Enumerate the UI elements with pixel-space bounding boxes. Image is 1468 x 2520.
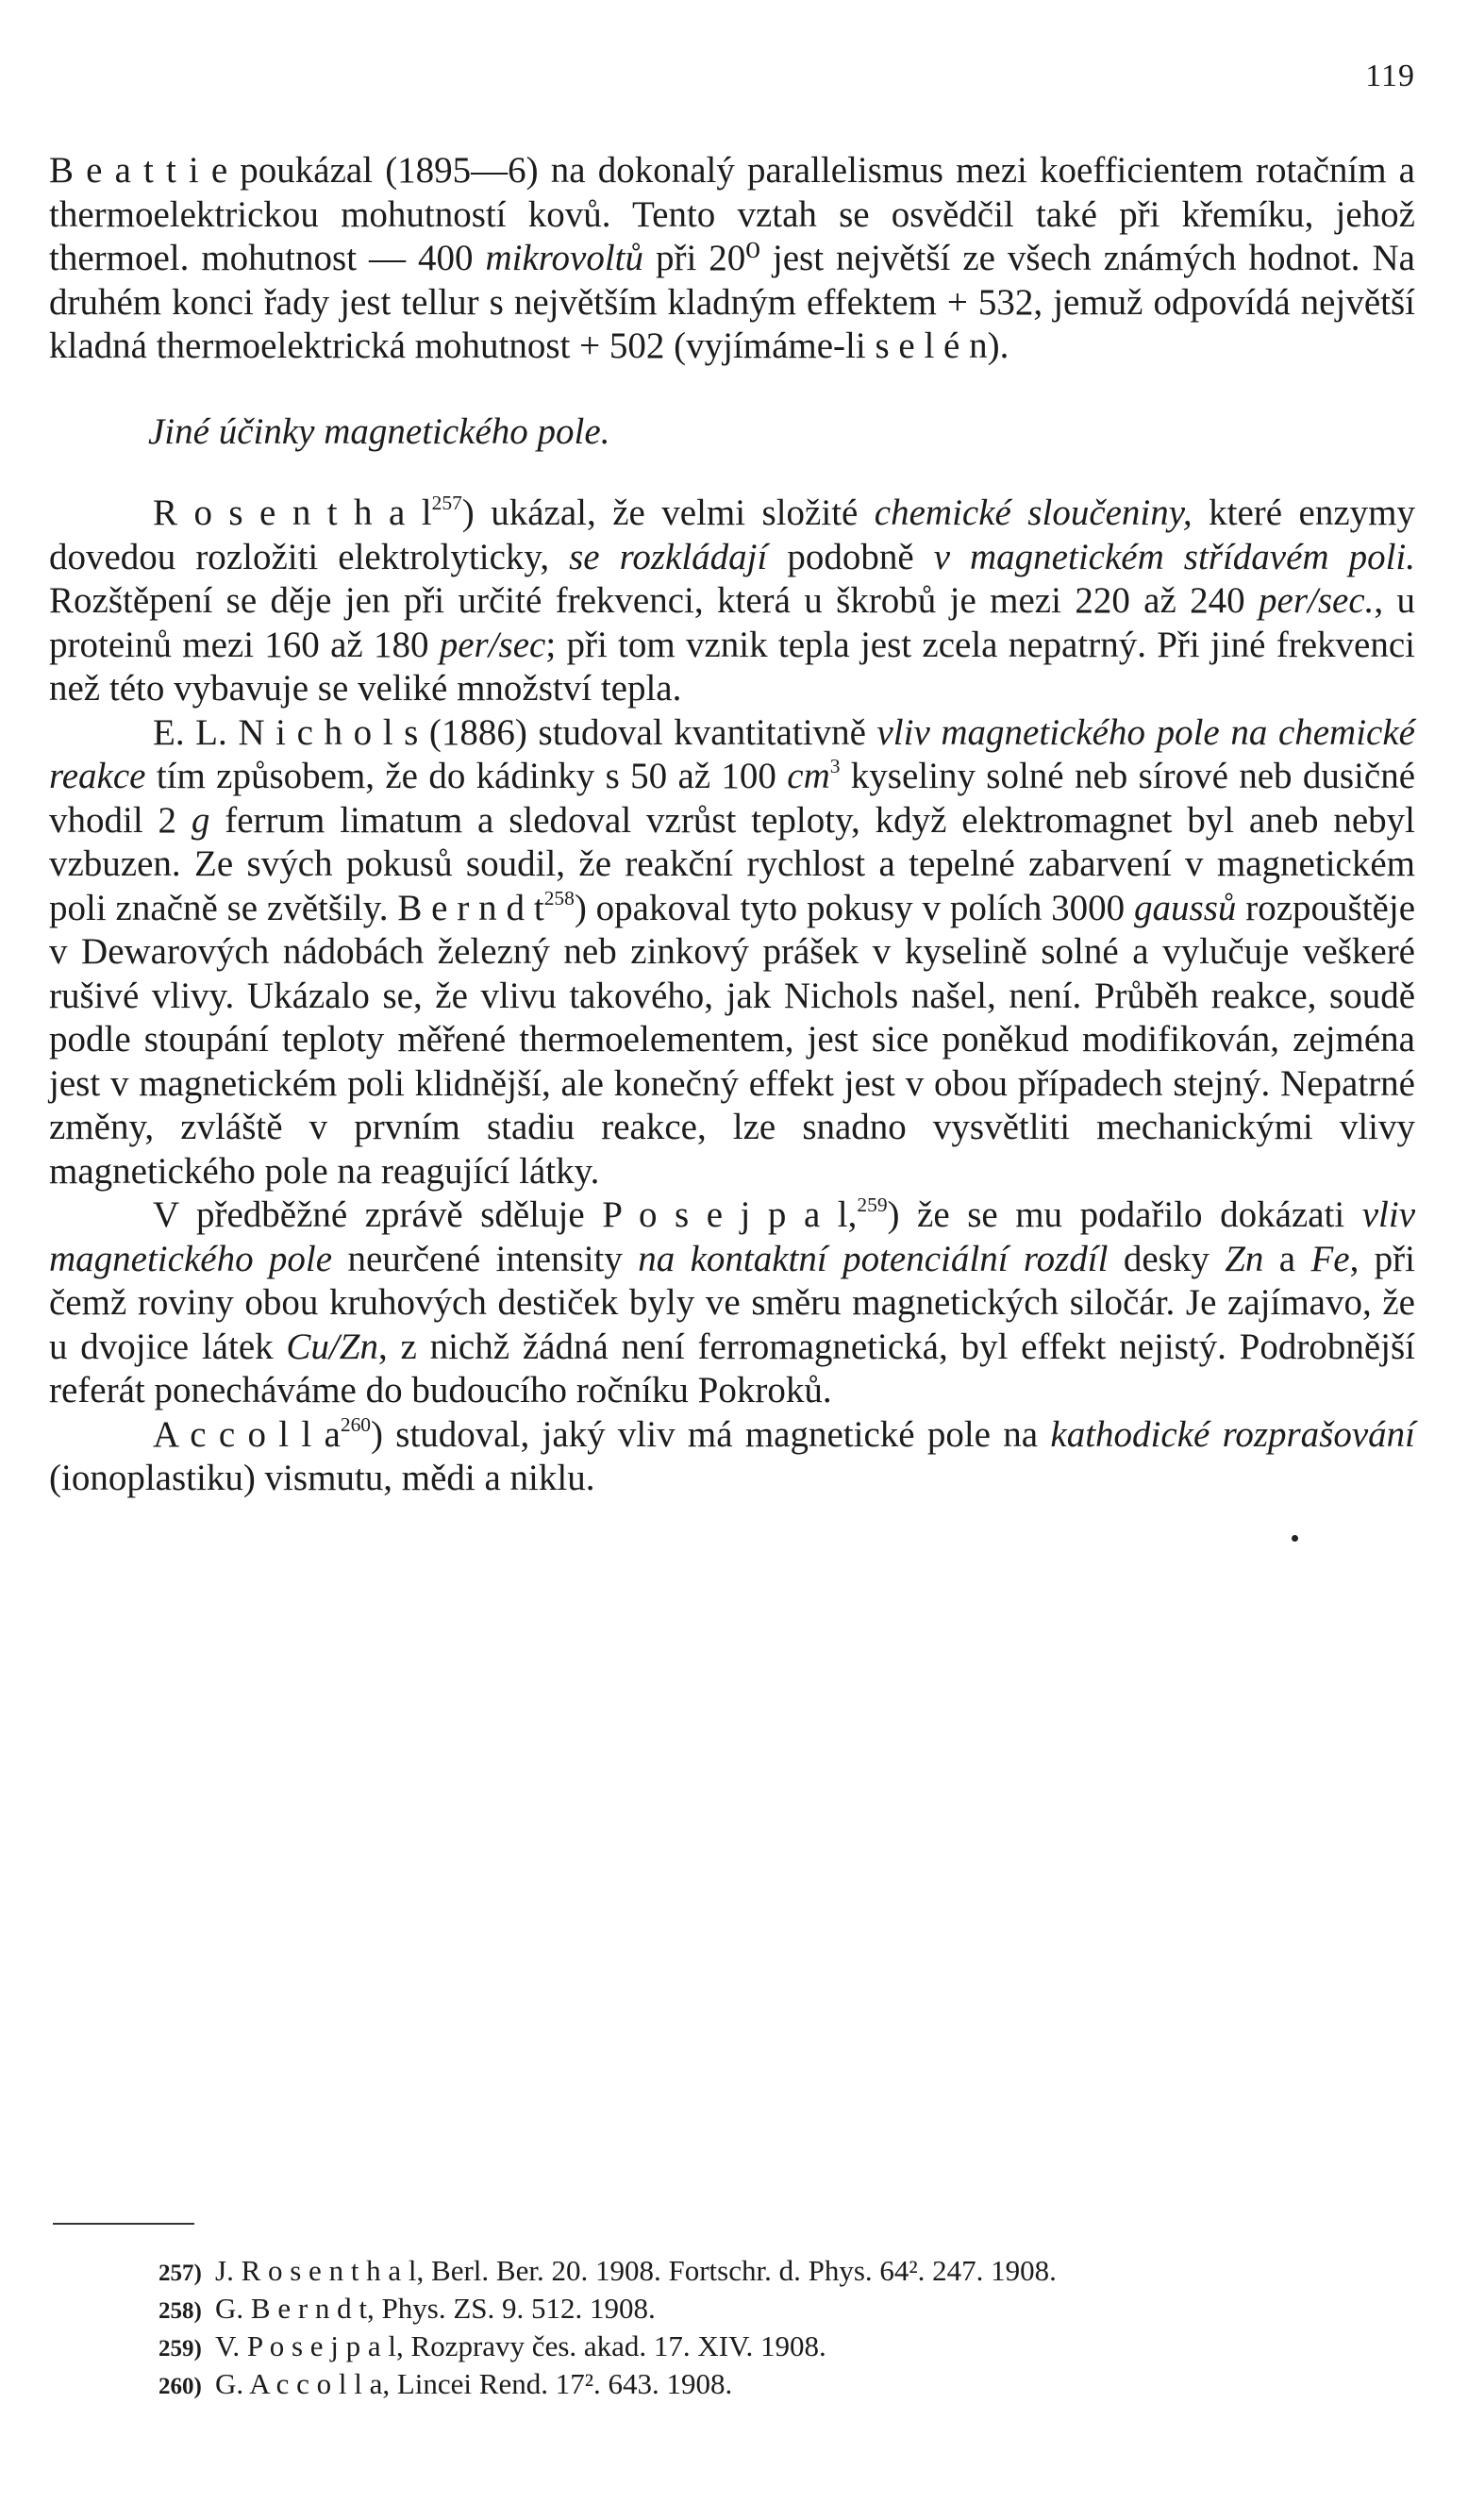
paragraph-posejpal: V předběžné zprávě sděluje P o s e j p a l,$^{259}$) že se mu podařilo dokázati vliv magnetického pole neurčené intensity na kontaktní potenciální rozdíl desky Zn a Fe, při čemž roviny obou kruhových destiček byly ve směru magnetických siločár. Je zajímavo, že u dvojice látek Cu/Zn, z nichž žádná není ferromagnetická, byl effekt nejistý. Podrobnější referát ponecháváme do budoucího ročníku Pokroků. xyxy=(49,1193,1416,1410)
page-number: 119 xyxy=(1365,58,1415,93)
body-text xyxy=(49,149,1415,1501)
stray-dot xyxy=(1292,1535,1298,1542)
footnotes xyxy=(158,2253,1432,2404)
section-heading: Jiné účinky magnetického pole. xyxy=(148,410,610,452)
footnote-258: 258) G. B e r n d t, Phys. ZS. 9. 512. 1908. xyxy=(158,2292,656,2325)
paragraph-rosenthal: R o s e n t h a $l^{257}$) ukázal, že velmi složité chemické sloučeniny, které enzymy dovedou rozložiti elektrolyticky, se rozkládají podobně v magnetickém střídavém poli. Rozštěpení se děje jen při určité frekvenci, která u škrobů je mezi 220 až 240 per/sec., u proteinů mezi 160 až 180 per/sec; při tom vznik tepla jest zcela nepatrný. Při jiné frekvenci než této vybavuje se veliké množství tepla. xyxy=(49,491,1416,709)
paragraph-beattie: B e a t t i e poukázal (1895—6) na dokonalý parallelismus mezi koefficientem rotačním a thermoelektrickou mohutností kovů. Tento vztah se osvědčil také při křemíku, jehož thermoel. mohutnost — 400 mikrovoltů při 20⁰ jest největší ze všech známých hodnot. Na druhém konci řady jest tellur s největším kladným effektem + 532, jemuž odpovídá největší kladná thermoelektrická mohutnost + 502 (vyjímáme-li s e l é n). xyxy=(49,150,1415,366)
footnote-257: 257) J. R o s e n t h a l, Berl. Ber. 20. 1908. Fortschr. d. Phys. 64². 247. 1908. xyxy=(158,2254,1057,2287)
footnote-259: 259) V. P o s e j p a l, Rozpravy čes. akad. 17. XIV. 1908. xyxy=(158,2329,826,2362)
paragraph-accolla: A c c o l l $a^{260}$) studoval, jaký vliv má magnetické pole na kathodické rozprašování (ionoplastiku) vismutu, mědi a niklu. xyxy=(49,1412,1415,1498)
paragraph-nichols: E. L. N i c h o l s (1886) studoval kvantitativně vliv magnetického pole na chemické reakce tím způsobem, že do kádinky s 50 až 100 $cm^3$ kyseliny solné neb sírové neb dusičné vhodil 2 g ferrum limatum a sledoval vzrůst teploty, když elektromagnet byl aneb nebyl vzbuzen. Ze svých pokusů soudil, že reakční rychlost a tepelné zabarvení v magnetickém poli značně se zvětšily. B e r n d $t^{258}$) opakoval tyto pokusy v polích 3000 gaussů rozpouštěje v Dewarových nádobách železný neb zinkový prášek v kyselině solné a vylučuje veškeré rušivé vlivy. Ukázalo se, že vlivu takového, jak Nichols našel, není. Průběh reakce, soudě podle stoupání teploty měřené thermoelementem, jest sice poněkud modifikován, zejména jest v magnetickém poli klidnější, ale konečný effekt jest v obou případech stejný. Nepatrné změny, zvláště v prvním stadiu reakce, lze snadno vysvětliti mechanickými vlivy magnetického pole na reagující látky. xyxy=(49,711,1416,1192)
footnote-260: 260) G. A c c o l l a, Lincei Rend. 17². 643. 1908. xyxy=(158,2367,733,2400)
footnote-divider xyxy=(53,2223,194,2225)
